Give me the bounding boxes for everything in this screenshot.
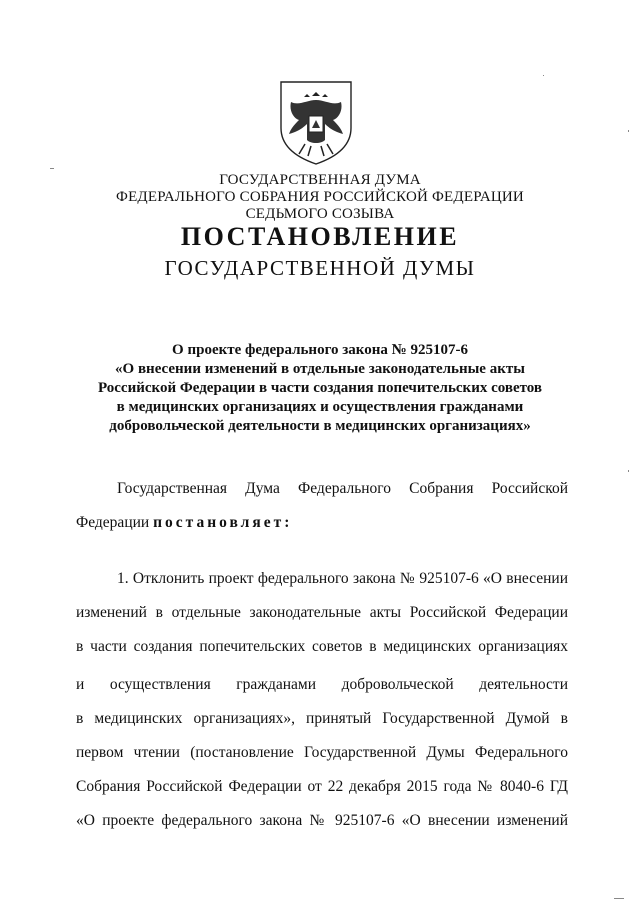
paragraph-line: Собрания Российской Федерации от 22 декабря 2015 года № 8040-6 ГД [76, 778, 568, 795]
paragraph-line: «О проекте федерального закона № 925107-6 «О внесении изменений [76, 812, 568, 829]
org-name-line2: ФЕДЕРАЛЬНОГО СОБРАНИЯ РОССИЙСКОЙ ФЕДЕРАЦИИ [116, 189, 524, 205]
paragraph-line: первом чтении (постановление Государственной Думы Федерального [76, 744, 568, 761]
subject-line: в медицинских организациях и осуществления гражданами [116, 399, 524, 415]
scan-speck [50, 168, 54, 169]
org-name-line1: ГОСУДАРСТВЕННАЯ ДУМА [219, 172, 421, 188]
russian-coat-of-arms-icon [277, 78, 355, 166]
resolution-verb: постановляет: [153, 514, 293, 531]
subject-line: «О внесении изменений в отдельные законодательные акты [115, 361, 525, 377]
subject-line: О проекте федерального закона № 925107-6 [172, 342, 468, 358]
convocation-line: СЕДЬМОГО СОЗЫВА [245, 206, 395, 222]
scan-speck [628, 470, 629, 472]
scan-speck [628, 130, 629, 132]
scan-speck [614, 898, 624, 899]
paragraph-line: и осуществления гражданами добровольческой деятельности [76, 676, 568, 693]
paragraph-line: в медицинских организациях», принятый Государственной Думой в [76, 710, 568, 727]
document-subject [0, 341, 640, 436]
paragraph-line: 1. Отклонить проект федерального закона № 925107-6 «О внесении [117, 570, 568, 587]
subject-line: добровольческой деятельности в медицинских организациях» [109, 418, 531, 434]
paragraph-line: изменений в отдельные законодательные акты Российской Федерации [76, 604, 568, 621]
preamble-line [76, 513, 568, 533]
paragraph-line: в части создания попечительских советов в медицинских организациях [76, 638, 568, 655]
document-issuer-title: ГОСУДАРСТВЕННОЙ ДУМЫ [164, 256, 476, 280]
document-type-title: ПОСТАНОВЛЕНИЕ [180, 222, 460, 251]
preamble-prefix: Федерации [76, 514, 154, 531]
scan-speck [543, 75, 544, 76]
subject-line: Российской Федерации в части создания попечительских советов [97, 380, 543, 396]
preamble-line: Государственная Дума Федерального Собрания Российской [117, 480, 568, 497]
